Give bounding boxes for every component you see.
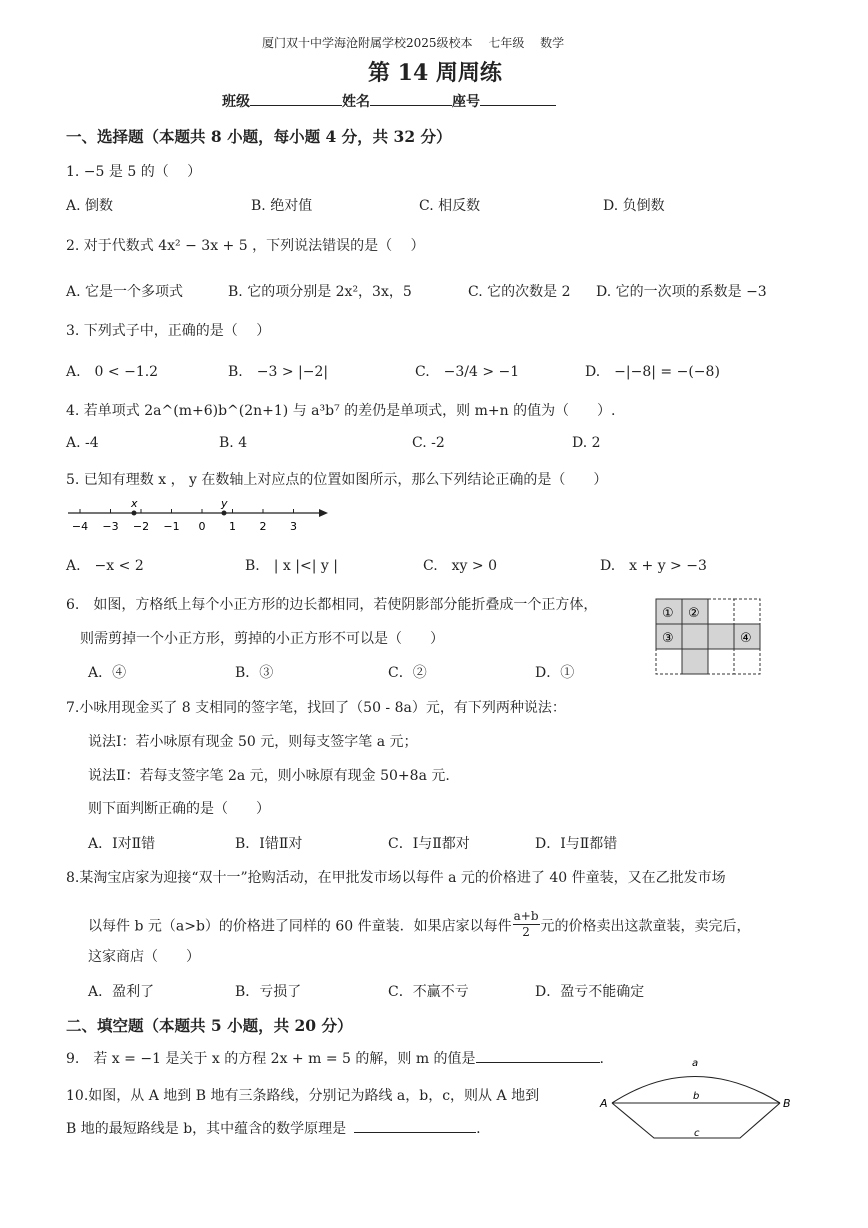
q9-answer-field[interactable] [476,1048,600,1063]
q4-option-a[interactable]: A. -4 [66,435,99,451]
page-title: 第 14 周周练 [368,60,502,86]
name-field[interactable] [370,91,452,106]
point-b-label: B [783,1097,791,1110]
q10-line2 [66,1118,481,1138]
q8-option-a[interactable]: A．盈利了 [88,984,155,1000]
class-label: 班级 [222,94,250,110]
q3-stem: 3. 下列式子中，正确的是（ ） [66,323,271,339]
q8-option-b[interactable]: B．亏损了 [235,984,302,1000]
q8-line2-post: 元的价格卖出这款童装，卖完后， [540,918,751,935]
q7-stem: 7.小咏用现金买了 8 支相同的签字笔，找回了（50 - 8a）元，有下列两种说法： [66,700,566,716]
tick-label: 3 [290,520,297,533]
q6-option-c[interactable]: C．② [388,665,427,681]
q9-stem-post: . [599,1051,604,1067]
route-diagram [598,1052,798,1144]
q7-claim-1: 说法Ⅰ：若小咏原有现金 50 元，则每支签字笔 a 元； [88,734,418,750]
q7-ask: 则下面判断正确的是（ ） [88,801,270,817]
cube-net-grid [652,597,764,679]
fraction-denominator: 2 [522,925,530,939]
q2-option-c[interactable]: C. 它的次数是 2 [468,284,571,300]
q5-option-a[interactable]: A. −x < 2 [66,558,144,574]
q8-option-c[interactable]: C．不赢不亏 [388,984,469,1000]
tick-label: −1 [163,520,180,533]
q3-option-a[interactable]: A. 0 < −1.2 [66,364,159,380]
q8-line2-pre: 以每件 b 元（a>b）的价格进了同样的 60 件童装．如果店家以每件 [88,918,512,935]
q6-stem-line2: 则需剪掉一个小正方形，剪掉的小正方形不可以是（ ） [80,631,444,647]
name-label: 姓名 [342,94,370,110]
point-y [222,511,227,516]
q8-fraction [513,909,540,940]
q5-option-c[interactable]: C. xy > 0 [423,558,498,574]
q7-option-b[interactable]: B．Ⅰ错Ⅱ对 [235,836,303,852]
q7-claim-2: 说法Ⅱ：若每支签字笔 2a 元，则小咏原有现金 50+8a 元. [88,768,450,784]
grid-label-1: ① [662,606,674,621]
q4-stem: 4. 若单项式 2a^(m+6)b^(2n+1) 与 a³b⁷ 的差仍是单项式，则 m+n 的值为（ ）. [66,403,616,419]
school-line: 厦门双十中学海沧附属学校2025级校本 七年级 数学 [262,36,565,50]
q1-option-a[interactable]: A. 倒数 [66,198,114,214]
q6-stem-line1: 6. 如图，方格纸上每个小正方形的边长都相同，若使阴影部分能折叠成一个正方体， [66,597,598,613]
section-2-heading: 二、填空题（本题共 5 小题，共 20 分） [66,1016,353,1035]
point-a-label: A [600,1097,608,1110]
square-center-1 [682,624,708,649]
q5-option-d[interactable]: D. x + y > −3 [600,558,707,574]
q4-option-b[interactable]: B. 4 [219,435,248,451]
q2-option-d[interactable]: D. 它的一次项的系数是 −3 [596,284,767,300]
tick-label: 1 [229,520,236,533]
q10-line2-pre: B 地的最短路线是 b，其中蕴含的数学原理是 [66,1121,347,1137]
q9-stem [66,1048,604,1068]
q7-option-c[interactable]: C．Ⅰ与Ⅱ都对 [388,836,470,852]
seat-field[interactable] [480,91,556,106]
q1-stem: 1. −5 是 5 的（ ） [66,164,202,180]
tick-label: −4 [71,520,89,533]
square-center-2 [708,624,734,649]
q3-option-b[interactable]: B. −3 > |−2| [228,364,329,380]
q9-stem-pre: 9. 若 x = −1 是关于 x 的方程 2x + m = 5 的解，则 m 的值是 [66,1051,476,1067]
q8-stem-line1: 8.某淘宝店家为迎接“双十一”抢购活动，在甲批发市场以每件 a 元的价格进了 40 件童装，又在乙批发市场 [66,870,726,886]
q2-option-b[interactable]: B. 它的项分别是 2x²，3x，5 [228,284,412,300]
tick-label: −3 [102,520,119,533]
route-a-label: a [692,1058,699,1069]
q7-option-a[interactable]: A．Ⅰ对Ⅱ错 [88,836,156,852]
q8-stem-line2 [88,911,751,942]
q3-option-c[interactable]: C. −3/4 > −1 [415,364,520,380]
tick-label: 2 [259,520,267,533]
q10-line2-post: . [476,1121,481,1137]
q5-option-b[interactable]: B. | x |<| y | [245,558,338,574]
q6-option-a[interactable]: A．④ [88,665,127,681]
point-x-label: x [131,497,138,510]
point-x [132,511,137,516]
q8-stem-line3: 这家商店（ ） [88,949,200,965]
point-y-label: y [221,497,228,510]
class-field[interactable] [250,91,342,106]
q10-line1: 10.如图，从 A 地到 B 地有三条路线，分别记为路线 a，b，c，则从 A 地到 [66,1088,540,1104]
q4-option-c[interactable]: C. -2 [412,435,445,451]
tick-label: 0 [198,520,206,533]
q3-option-d[interactable]: D. −|−8| = −(−8) [585,364,720,380]
number-line-figure [62,494,337,540]
grid-label-3: ③ [662,631,674,646]
q1-option-b[interactable]: B. 绝对值 [251,198,313,214]
q2-stem: 2. 对于代数式 4x² − 3x + 5 ，下列说法错误的是（ ） [66,238,425,254]
grid-label-4: ④ [740,631,752,646]
q10-answer-field[interactable] [354,1118,476,1133]
q7-option-d[interactable]: D．Ⅰ与Ⅱ都错 [535,836,618,852]
route-b-label: b [693,1091,700,1102]
q8-option-d[interactable]: D．盈亏不能确定 [535,984,645,1000]
fraction-numerator: a+b [513,909,539,923]
tick-label: −2 [132,520,150,533]
section-1-heading: 一、选择题（本题共 8 小题，每小题 4 分，共 32 分） [66,127,452,146]
q2-option-a[interactable]: A. 它是一个多项式 [66,284,184,300]
q1-option-d[interactable]: D. 负倒数 [603,198,665,214]
number-line-arrow [319,509,328,517]
square-bottom [682,649,708,674]
q6-option-d[interactable]: D．① [535,665,575,681]
grid-label-2: ② [688,606,700,621]
q5-stem: 5. 已知有理数 x ， y 在数轴上对应点的位置如图所示，那么下列结论正确的是（ ） [66,472,608,488]
seat-label: 座号 [452,94,480,110]
q4-option-d[interactable]: D. 2 [572,435,601,451]
route-c-label: c [694,1128,700,1139]
q1-option-c[interactable]: C. 相反数 [419,198,481,214]
student-info-row [222,91,556,111]
q6-option-b[interactable]: B．③ [235,665,274,681]
